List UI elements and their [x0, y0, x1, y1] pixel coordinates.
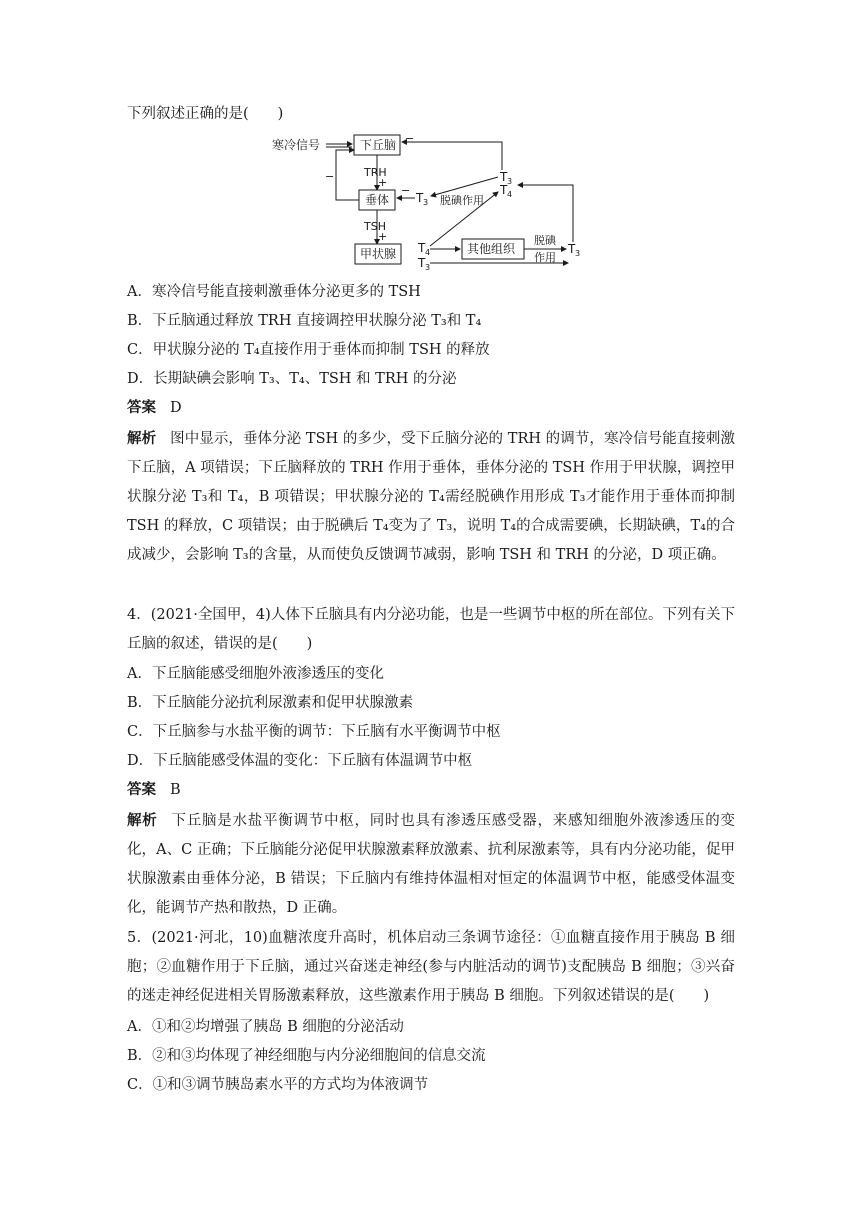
- q3-answer: [127, 398, 182, 418]
- q3-option-a: A．寒冷信号能直接刺激垂体分泌更多的 TSH: [127, 284, 421, 300]
- q3-option-d: D．长期缺碘会影响 T₃、T₄、TSH 和 TRH 的分泌: [127, 371, 457, 387]
- top-minus: −: [405, 132, 415, 145]
- top-t4: T: [500, 183, 508, 197]
- q3-analysis: [127, 424, 735, 570]
- hypothalamus-label: 下丘脑: [360, 138, 397, 152]
- thyroid-t3: T: [418, 256, 426, 270]
- deiod-label-a: 脱碘: [534, 234, 556, 247]
- thyroid-label: 甲状腺: [360, 247, 397, 261]
- q4-option-b: B．下丘脑能分泌抗利尿激素和促甲状腺激素: [127, 695, 414, 711]
- q3-analysis-text: 图中显示，垂体分泌 TSH 的多少，受下丘脑分泌的 TRH 的调节，寒冷信号能直接刺激下丘脑，A 项错误；下丘脑释放的 TRH 作用于垂体，垂体分泌的 TSH 作用于甲状腺，调控甲状腺分泌 T₃和 T₄，B 项错误；甲状腺分泌的 T₄需经脱碘作用形成 T₃才能作用于垂体而抑制 TSH 的释放，C 项错误；由于脱碘后 T₄变为了 T₃，说明 T₄的合成需要碘，长期缺碘，T₄的合成减少，会影响 T₃的含量，从而使负反馈调节减弱，影响 TSH 和 TRH 的分泌，D 项正确。: [127, 431, 736, 563]
- q3-stem: 下列叙述正确的是( ): [127, 106, 284, 122]
- svg-text:3: 3: [507, 177, 513, 186]
- q4-option-d: D．下丘脑能感受体温的变化：下丘脑有体温调节中枢: [127, 753, 473, 769]
- right-t3: T: [568, 242, 576, 256]
- q5-option-b: B．②和③均体现了神经细胞与内分泌细胞间的信息交流: [127, 1048, 486, 1064]
- left-minus: −: [325, 170, 335, 183]
- pituitary-t3: T: [416, 191, 424, 205]
- q3-analysis-label: 解析: [127, 430, 157, 447]
- q4-answer: [127, 780, 181, 800]
- q3-option-b: B．下丘脑通过释放 TRH 直接调控甲状腺分泌 T₃和 T₄: [127, 313, 482, 329]
- svg-text:4: 4: [507, 190, 513, 199]
- q4-option-c: C．下丘脑参与水盐平衡的调节：下丘脑有水平衡调节中枢: [127, 724, 501, 740]
- other-tissue-label: 其他组织: [467, 242, 516, 256]
- q5-option-c: C．①和③调节胰岛素水平的方式均为体液调节: [127, 1077, 429, 1093]
- thyroid-t4: T: [418, 241, 426, 255]
- q5-stem: 5．(2021·河北，10)血糖浓度升高时，机体启动三条调节途径：①血糖直接作用于胰岛 B 细胞；②血糖作用于下丘脑，通过兴奋迷走神经(参与内脏活动的调节)支配胰岛 B 细胞；③兴奋的迷走神经促进相关胃肠激素释放，这些激素作用于胰岛 B 细胞。下列叙述错误的是( ): [127, 930, 735, 1004]
- q3-answer-label: 答案: [127, 399, 156, 416]
- q4-analysis: [127, 806, 735, 923]
- svg-text:3: 3: [423, 198, 429, 207]
- tsh-plus: +: [378, 230, 388, 243]
- q4-analysis-label: 解析: [127, 812, 158, 829]
- q4-answer-value: B: [170, 782, 181, 798]
- svg-text:4: 4: [425, 248, 431, 257]
- svg-text:3: 3: [575, 249, 581, 258]
- q4-answer-label: 答案: [127, 781, 156, 798]
- q3-option-c: C．甲状腺分泌的 T₄直接作用于垂体而抑制 TSH 的释放: [127, 342, 490, 358]
- trh-label: TRH: [364, 166, 387, 179]
- q4-analysis-text: 下丘脑是水盐平衡调节中枢，同时也具有渗透压感受器，来感知细胞外液渗透压的变化，A、C 正确；下丘脑能分泌促甲状腺激素释放激素、抗利尿激素等，具有内分泌功能，促甲状腺激素由垂体分泌，B 错误；下丘脑内有维持体温相对恒定的体温调节中枢，能感受体温变化，能调节产热和散热，D 正确。: [127, 813, 735, 916]
- pituitary-label: 垂体: [365, 193, 390, 207]
- thyroid-regulation-diagram: [268, 130, 588, 270]
- top-t3: T: [500, 170, 508, 184]
- svg-text:3: 3: [425, 263, 431, 270]
- q4-option-a: A．下丘脑能感受细胞外液渗透压的变化: [127, 666, 384, 682]
- deiod-label-b: 作用: [534, 251, 556, 264]
- q5-option-a: A．①和②均增强了胰岛 B 细胞的分泌活动: [127, 1019, 404, 1035]
- cold-signal-label: 寒冷信号: [272, 138, 321, 152]
- q3-answer-value: D: [170, 400, 182, 416]
- trh-plus: +: [378, 176, 388, 189]
- pit-minus: −: [401, 184, 411, 197]
- q4-stem: 4．(2021·全国甲，4)人体下丘脑具有内分泌功能，也是一些调节中枢的所在部位。下列有关下丘脑的叙述，错误的是( ): [127, 607, 735, 652]
- tsh-label: TSH: [364, 220, 386, 233]
- deiod-label-1: 脱碘作用: [440, 194, 484, 207]
